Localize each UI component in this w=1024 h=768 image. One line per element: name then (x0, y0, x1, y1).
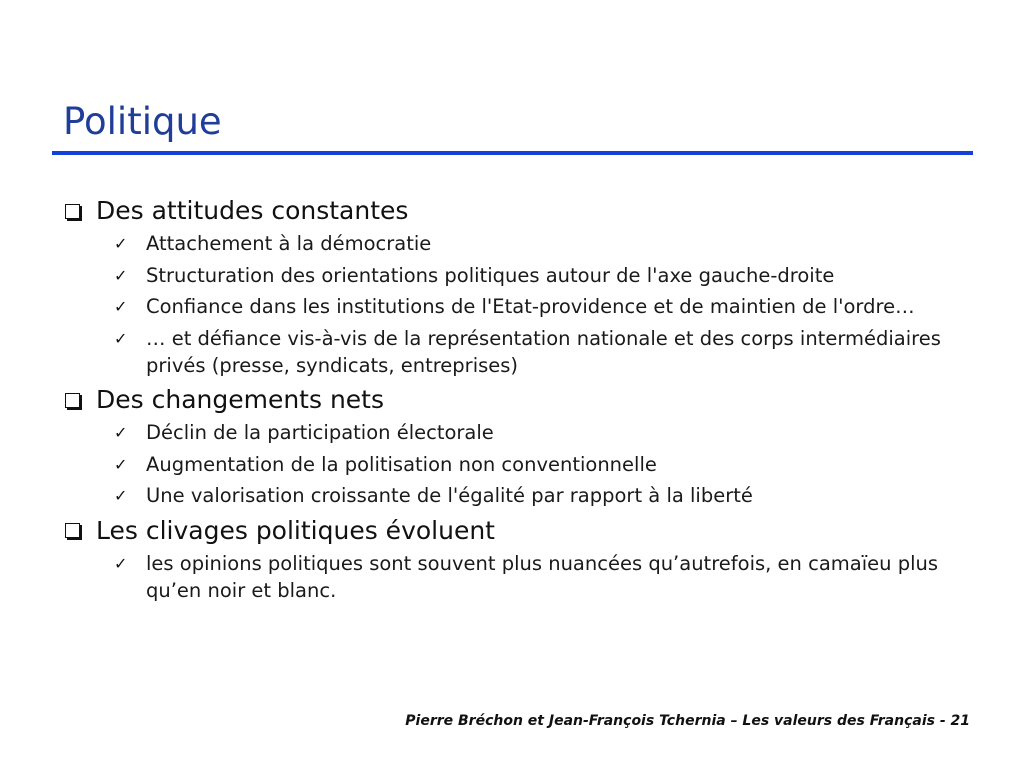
list-item (63, 262, 963, 289)
slide-content (63, 194, 963, 608)
bullet-list (63, 230, 963, 379)
section-heading (63, 383, 963, 417)
checkmark-icon: ✓ (114, 553, 128, 573)
slide-title: Politique (63, 100, 222, 143)
checkmark-icon: ✓ (114, 423, 128, 442)
section-attitudes-constantes (63, 194, 963, 379)
section-heading (63, 194, 963, 228)
list-item-text: Structuration des orientations politiques autour de l'axe gauche-droite (146, 263, 835, 287)
checkmark-icon: ✓ (114, 234, 128, 253)
list-item (63, 325, 963, 379)
section-heading-text: Des changements nets (96, 385, 385, 414)
bullet-list (63, 419, 963, 509)
list-item (63, 230, 963, 257)
checkmark-icon: ✓ (114, 454, 128, 474)
hollow-square-bullet-icon (65, 523, 80, 538)
section-heading (63, 514, 963, 548)
hollow-square-bullet-icon (65, 393, 80, 408)
list-item (63, 293, 963, 320)
bullet-list (63, 550, 963, 604)
list-item-text: … et défiance vis-à-vis de la représentation nationale et des corps intermédiaires privés (presse, syndicats, entreprises) (146, 326, 941, 377)
title-underline-rule (52, 151, 973, 155)
section-clivages-politiques (63, 514, 963, 604)
section-heading-text: Des attitudes constantes (96, 196, 409, 225)
checkmark-icon: ✓ (114, 297, 128, 316)
list-item-text: Attachement à la démocratie (146, 232, 432, 255)
list-item-text: Augmentation de la politisation non conventionnelle (146, 452, 657, 476)
checkmark-icon: ✓ (114, 265, 128, 285)
section-changements-nets (63, 383, 963, 509)
list-item (63, 451, 963, 478)
slide-footer: Pierre Bréchon et Jean-François Tchernia – Les valeurs des Français - 21 (405, 713, 970, 729)
list-item (63, 419, 963, 446)
list-item-text: Confiance dans les institutions de l'Etat-providence et de maintien de l'ordre… (146, 295, 915, 318)
list-item-text: Une valorisation croissante de l'égalité par rapport à la liberté (146, 484, 753, 507)
list-item-text: Déclin de la participation électorale (146, 421, 494, 444)
section-heading-text: Les clivages politiques évoluent (96, 515, 495, 545)
checkmark-icon: ✓ (114, 486, 128, 505)
list-item (63, 550, 963, 604)
list-item-text: les opinions politiques sont souvent plus nuancées qu’autrefois, en camaïeu plus qu’en noir et blanc. (146, 551, 939, 602)
list-item (63, 482, 963, 509)
checkmark-icon: ✓ (114, 328, 128, 348)
hollow-square-bullet-icon (65, 204, 80, 219)
